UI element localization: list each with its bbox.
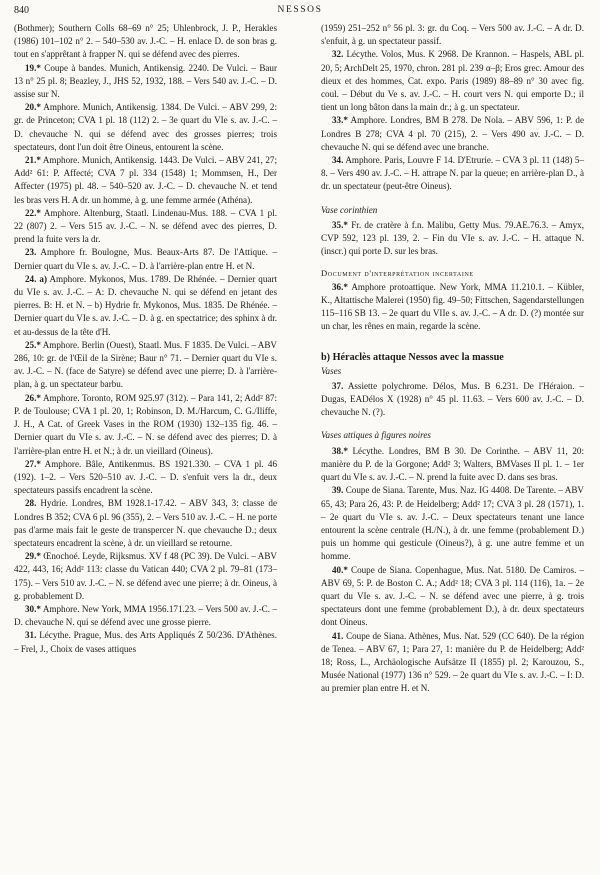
entry-number: 20.* <box>25 102 41 113</box>
entry-number: 19.* <box>25 62 41 73</box>
catalogue-entry <box>321 484 584 563</box>
entry-number: 35.* <box>332 219 348 230</box>
catalogue-entry <box>14 550 277 603</box>
entry-number: 29.* <box>25 551 41 562</box>
entry-text: Amphore. Mykonos, Mus. 1789. De Rhénée. – Dernier quart du VIe s. av. J.-C. – A: D. chevauche N. qui se défend en jetant des pierres. B: H. et N. – b) Hydrie fr. Mykonos, Mus. 1835. De Rhénée. – Dernier quart du VIe s. av. J.-C. – D. à g. en spectatrice; des sphinx à dr. et au-dessus de la tête d'H. <box>14 273 277 337</box>
catalogue-entry <box>14 458 277 498</box>
entry-number: 24. a) <box>25 273 47 284</box>
entry-text: Amphore. Munich, Antikensig. 1443. De Vulci. – ABV 241, 27; Add² 61: P. Affecté; CVA 7 pl. 334 (1548) 1; Mommsen, H., Der Affecter (1975) pl. 48. – 540–520 av. J.-C. – D. chevauche N. et tend les bras vers H. A dr. un homme, à g. une femme armée (Athéna). <box>14 155 277 205</box>
entry-number: 22.* <box>25 207 41 218</box>
catalogue-entry <box>14 246 277 272</box>
entry-text: Amphore. New York, MMA 1956.171.23. – Vers 500 av. J.-C. – D. chevauche N. qui se défend avec une grosse pierre. <box>14 603 277 628</box>
entry-continuation: (Bothmer); Southern Colls 68–69 n° 25; Uhlenbrock, J. P., Herakles (1986) 101–102 n° 2. – 540–530 av. J.-C. – H. enlace D. de son bras g. tout en s'apprêtant à frapper N. qui se défend avec des pierres. <box>14 23 277 60</box>
entry-number: 36.* <box>332 281 348 292</box>
entry-text: Amphore. Londres, BM B 278. De Nola. – ABV 596, 1: P. de Londres B 278; CVA 4 pl. 70 (215), 2. – Vers 490 av. J.-C. – D. chevauche N. qui se défend avec une branche. <box>321 115 584 152</box>
entry-number: 41. <box>332 630 344 641</box>
entry-number: 33.* <box>332 115 348 126</box>
entry-text: Fr. de cratère à f.n. Malibu, Getty Mus. 79.AE.76.3. – Amyx, CVP 592, 123 pl. 139, 2. – Fin du VIe s. av. J.-C. – H. attaque N. (inscr.) qui porte D. sur les bras. <box>321 219 584 257</box>
entry-text: Amphore. Berlin (Ouest), Staatl. Mus. F 1835. De Vulci. – ABV 286, 10: gr. de l'Œil de la Sirène; Baur n° 71. – Dernier quart du VIe s. av. J.-C. – N. (face de Satyre) se défend avec une pierre; D. à l'arrière-plan, à g. un spectateur barbu. <box>14 339 277 390</box>
entry-continuation: (1959) 251–252 n° 56 pl. 3: gr. du Coq. – Vers 500 av. J.-C. – A dr. D. s'enfuit, à g. un spectateur passif. <box>321 23 584 47</box>
entry-text: Amphore. Paris, Louvre F 14. D'Etrurie. – CVA 3 pl. 11 (148) 5–8. – Vers 490 av. J.-C. – H. attrape N. par la queue; en arrière-plan D., à dr. un spectateur (peut-être Oineus). <box>321 155 584 192</box>
section-heading: Vase corinthien <box>321 204 378 215</box>
entry-number: 39. <box>332 485 344 496</box>
catalogue-entry <box>321 48 584 114</box>
entry-text: Coupe de Siana. Tarente, Mus. Naz. IG 4408. De Tarente. – ABV 65, 43; Para 26, 43: P. de Heidelberg; Add² 17; CVA 3 pl. 28 (1571), 1. – 2e quart du VIe s. av. J.-C. – Deux spectateurs tenant une lance entourent la scène centrale (H./N.), à dr. une femme (probablement D.) puis un homme qui gesticule (Oineus?), à g. une autre femme et un homme. <box>321 485 584 562</box>
catalogue-entry <box>321 630 584 696</box>
running-header <box>0 5 600 19</box>
entry-number: 38.* <box>332 445 348 456</box>
catalogue-entry <box>14 101 277 154</box>
catalogue-entry <box>321 219 584 259</box>
entry-number: 28. <box>25 498 37 509</box>
section-heading: b) Héraclès attaque Nessos avec la massue <box>321 352 504 364</box>
entry-text: Hydrie. Londres, BM 1928.1-17.42. – ABV 343, 3: classe de Londres B 352; CVA 6 pl. 96 (355), 2. – Vers 510 av. J.-C. – H. ne porte pas d'arme mais fait le geste de transpercer N. que chevauche D.; deux spectateurs encadrent la scène, à dr. un vieillard se retourne. <box>14 498 277 548</box>
right-column <box>321 22 584 696</box>
entry-number: 32. <box>332 49 344 60</box>
entry-number: 30.* <box>25 603 41 614</box>
catalogue-entry <box>14 273 277 339</box>
catalogue-entry <box>321 281 584 334</box>
catalogue-entry <box>321 445 584 485</box>
entry-text: Coupe de Siana. Copenhague, Mus. Nat. 5180. De Camiros. – ABV 69, 5: P. de Boston C. A.; Add² 18; CVA 3 pl. 114 (116), 1a. – 2e quart du VIe s. av. J.-C. – N. se défend avec une pierre, à g. trois spectateurs dont une femme (probablement D.), à dr. deux spectateurs dont Oineus. <box>321 564 584 628</box>
catalogue-entry <box>14 497 277 550</box>
catalogue-entry <box>321 114 584 154</box>
catalogue-entry <box>321 380 584 420</box>
entry-number: 25.* <box>25 339 41 350</box>
page-number: 840 <box>14 5 29 16</box>
left-column <box>14 22 277 656</box>
entry-text: Amphore fr. Boulogne, Mus. Beaux-Arts 87. De l'Attique. – Dernier quart du VIe s. av. J.-C. – D. à l'arrière-plan entre H. et N. <box>14 247 277 271</box>
entry-number: 21.* <box>25 155 41 166</box>
entry-text: Assiette polychrome. Délos, Mus. B 6.231. De l'Héraion. – Dugas, EADélos X (1928) n° 45 pl. 11.63. – Vers 600 av. J.-C. – D. chevauche N. (?). <box>321 380 584 418</box>
entry-text: Lécythe. Londres, BM B 30. De Corinthe. – ABV 11, 20: manière du P. de la Gorgone; Add² 3; Walters, BMVases II pl. 1. – 1er quart du VIe s. av. J.-C. – N. prend la fuite avec D. dans ses bras. <box>321 445 584 483</box>
entry-number: 37. <box>332 380 344 391</box>
entry-number: 27.* <box>25 458 41 469</box>
catalogue-entry <box>321 154 584 194</box>
entry-text: Coupe à bandes. Munich, Antikensig. 2240. De Vulci. – Baur 13 n° 25 pl. 8; Beazley, J., JHS 52, 1932, 188. – Vers 540 av. J.-C. – D. assise sur N. <box>14 62 277 100</box>
section-heading: Vases attiques à figures noires <box>321 430 431 441</box>
entry-text: Coupe de Siana. Athènes, Mus. Nat. 529 (CC 640). De la région de Tenea. – ABV 67, 1; Para 27, 1: manière du P. de Heidelberg; Add² 18; Ross, L., Archäologische Aufsätze II (1855) pl. 2; Karouzou, S., Musée National (1977) 136 n° 529. – 2e quart du VIe s. av. J.-C. – I: D. au premier plan entre H. et N. <box>321 630 584 694</box>
entry-number: 23. <box>25 247 37 258</box>
entry-text: Amphore. Toronto, ROM 925.97 (312). – Para 141, 2; Add² 87: P. de Toulouse; CVA 1 pl. 20, 1; Robinson, D. M./Harcum, C. G./Iliffe, J. H., A Cat. of Greek Vases in the ROM (1930) 132–135 fig. 46. – Dernier quart du VIe s. av. J.-C. – N. se défend avec des pierres; D. à l'arrière-plan entre H. et N.; à dr. un vieillard (Oineus). <box>14 392 277 456</box>
entry-number: 26.* <box>25 392 41 403</box>
section-heading: Vases <box>321 365 342 376</box>
catalogue-entry <box>321 564 584 630</box>
entry-text: Amphore. Bâle, Antikenmus. BS 1921.330. – CVA 1 pl. 46 (192). 1–2. – Vers 520–510 av. J.-C. – D. s'enfuit vers la dr., deux spectateurs passifs encadrent la scène. <box>14 458 277 496</box>
entry-text: Amphore protoattique. New York, MMA 11.210.1. – Kübler, K., Altattische Malerei (1950) fig. 49–50; Fittschen, Sagendarstellungen 115–116 SB 13. – 2e quart du VIIe s. av. J.-C. – A dr. D. (?) montée sur un char, les rênes en main, regarde la scène. <box>321 281 584 332</box>
entry-number: 31. <box>25 630 37 641</box>
catalogue-entry <box>14 392 277 458</box>
entry-text: Amphore. Altenburg, Staatl. Lindenau-Mus. 188. – CVA 1 pl. 22 (807) 2. – Vers 515 av. J.-C. – N. se défend avec des pierres, D. prend la fuite vers la dr. <box>14 207 277 245</box>
entry-text: Lécythe. Volos, Mus. K 2968. De Krannon. – Haspels, ABL pl. 20, 5; ArchDelt 25, 1970, chron. 281 pl. 239 α–β; Eros grec. Amour des dieux et des hommes, Cat. expo. Paris (1989) 88–89 n° 30 avec fig. coul. – Début du Ve s. av. J.-C. – H. court vers N. qui emporte D.; il tient un long bâton dans la main dr.; à g. un spectateur. <box>321 49 584 113</box>
catalogue-entry <box>14 62 277 102</box>
catalogue-entry <box>14 207 277 247</box>
catalogue-entry <box>14 339 277 392</box>
running-title: NESSOS <box>277 5 323 15</box>
catalogue-entry <box>14 154 277 207</box>
catalogue-entry <box>14 603 277 629</box>
entry-number: 40.* <box>332 564 348 575</box>
entry-text: Œnochoé. Leyde, Rijksmus. XV f 48 (PC 39). De Vulci. – ABV 422, 443, 16; Add² 113: classe du Vatican 440; CVA 2 pl. 79–81 (173–175). – Vers 510 av. J.-C. – N. se défend avec une pierre; à dr. Oineus, à g. probablement D. <box>14 551 277 601</box>
entry-text: Lécythe. Prague, Mus. des Arts Appliqués Z 50/236. D'Athènes. – Frel, J., Choix de vases attiques <box>14 630 277 654</box>
entry-text: Amphore. Munich, Antikensig. 1384. De Vulci. – ABV 299, 2: gr. de Princeton; CVA 1 pl. 18 (112) 2. – 3e quart du VIe s. av. J.-C. – D. chevauche N. qui se défend avec des grosses pierres; trois spectateurs, dont l'un doit être Oineus, entourent la scène. <box>14 102 277 152</box>
entry-number: 34. <box>332 155 344 166</box>
catalogue-entry <box>14 629 277 655</box>
section-heading: Document d'interprétation incertaine <box>321 268 474 279</box>
